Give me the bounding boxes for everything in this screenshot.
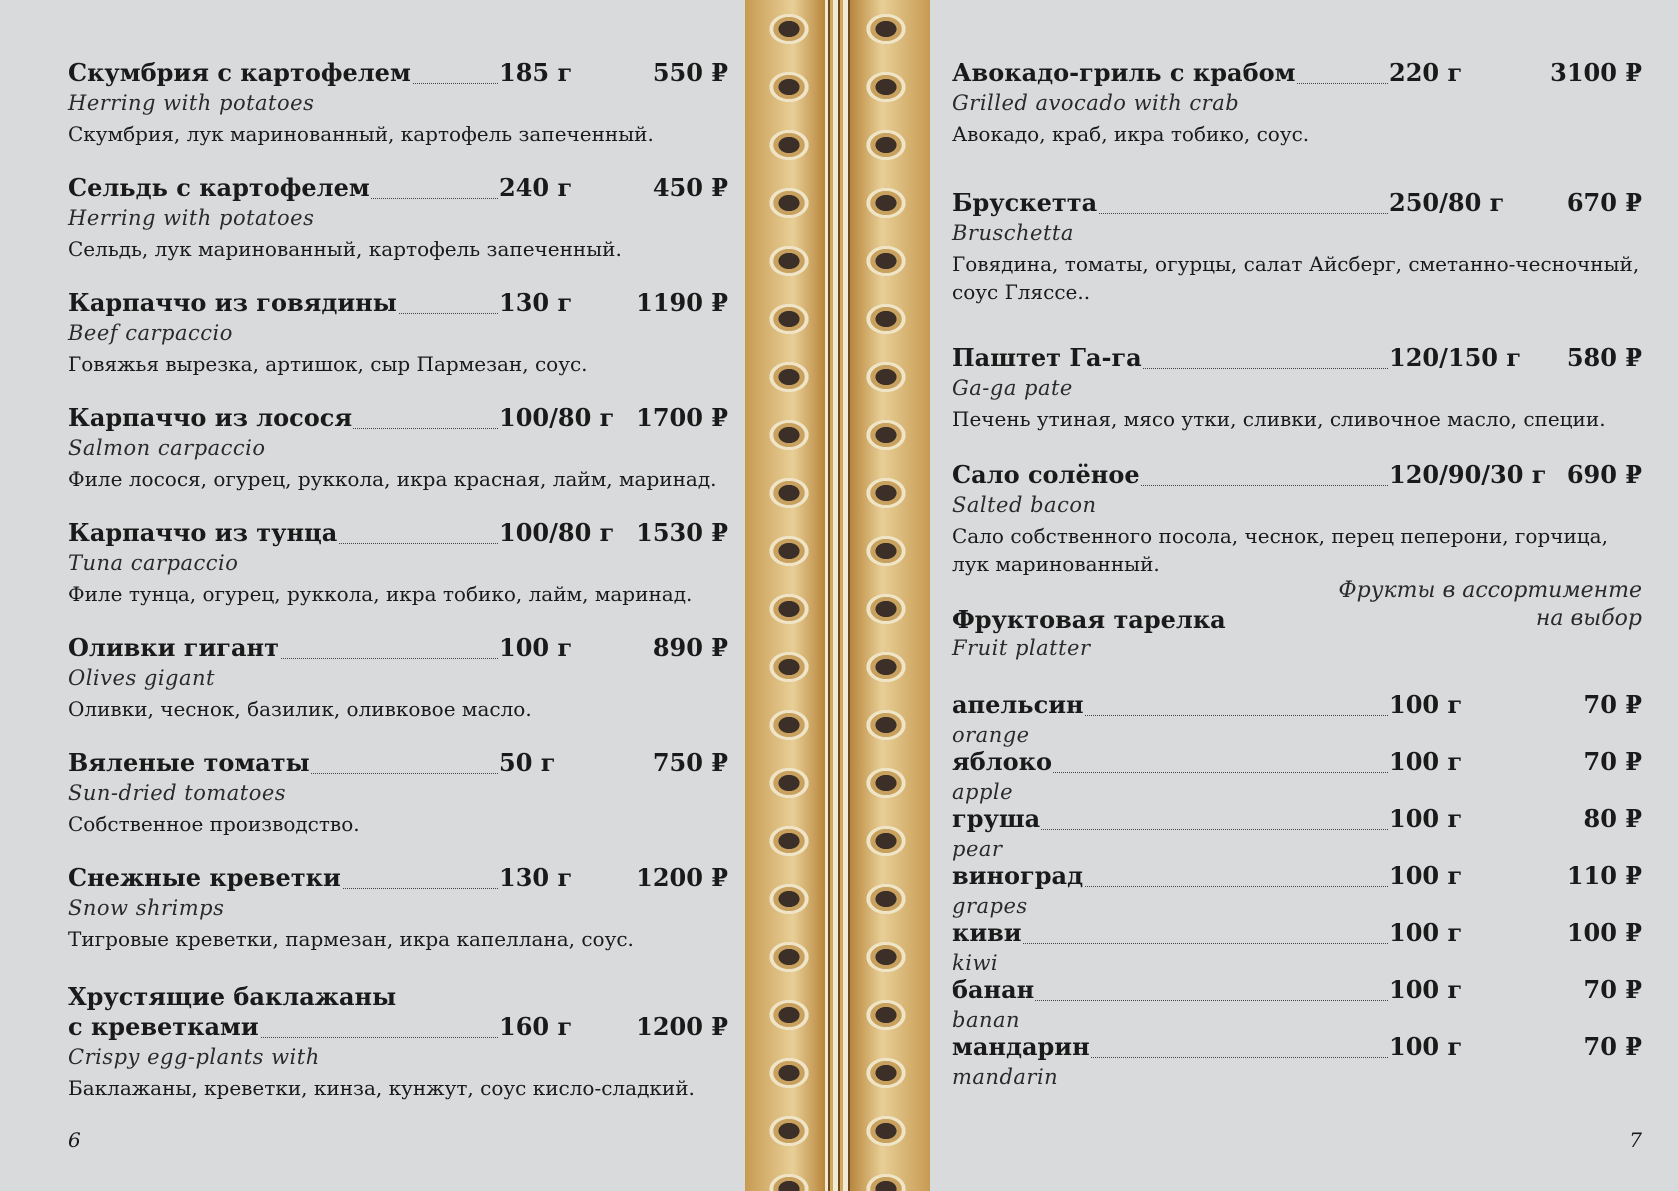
fruit-item [952,804,1642,862]
fruit-weight: 100 г [1389,918,1463,947]
item-weight: 120/90/30 г [1389,460,1547,489]
item-description: Тигровые креветки, пармезан, икра капеллана, соус. [68,927,634,951]
item-description: Авокадо, краб, икра тобико, соус. [952,122,1310,146]
item-price: 1200 ₽ [636,863,728,892]
item-price: 750 ₽ [652,748,728,777]
menu-item [68,288,728,378]
item-name: Карпаччо из лосося [68,403,353,432]
menu-item [68,863,728,953]
item-weight: 240 г [499,173,573,202]
item-weight: 185 г [499,58,573,87]
fruit-name-en: grapes [952,894,1028,918]
menu-item [952,58,1642,148]
fruit-item [952,918,1642,976]
item-name: Вяленые томаты [68,748,310,777]
ornament-band-left [745,0,825,1191]
fruit-price: 70 ₽ [1583,747,1642,776]
fruit-note [1338,577,1642,633]
item-weight: 120/150 г [1389,343,1522,372]
fruit-name-en: apple [952,780,1014,804]
item-name: Сало солёное [952,460,1140,489]
fruit-weight: 100 г [1389,690,1463,719]
item-price: 580 ₽ [1566,343,1642,372]
menu-item [68,748,728,838]
fruit-weight: 100 г [1389,1032,1463,1061]
menu-item [952,188,1642,306]
item-description: Филе лосося, огурец, руккола, икра красная, лайм, маринад. [68,467,717,491]
fruit-price: 110 ₽ [1566,861,1642,890]
item-price: 1200 ₽ [636,1012,728,1041]
item-name-en: Salmon carpaccio [68,436,266,460]
fruit-price: 70 ₽ [1583,975,1642,1004]
item-description: Баклажаны, креветки, кинза, кунжут, соус кисло-сладкий. [68,1076,695,1100]
item-price: 3100 ₽ [1550,58,1642,87]
fruit-item [952,861,1642,919]
item-weight: 100/80 г [499,518,615,547]
fruit-weight: 100 г [1389,747,1463,776]
item-weight: 50 г [499,748,556,777]
item-description: Скумбрия, лук маринованный, картофель запеченный. [68,122,654,146]
fruit-item [952,747,1642,805]
item-price: 450 ₽ [652,173,728,202]
item-description: Говяжья вырезка, артишок, сыр Пармезан, соус. [68,352,588,376]
fruit-name-en: banan [952,1008,1021,1032]
menu-item [952,343,1642,433]
item-description: Сельдь, лук маринованный, картофель запеченный. [68,237,622,261]
item-name: Карпаччо из тунца [68,518,338,547]
item-price: 1190 ₽ [636,288,728,317]
item-name-en: Herring with potatoes [68,91,315,115]
fruit-item [952,975,1642,1033]
item-name: Брускетта [952,188,1098,217]
decorative-ornament-border [745,0,930,1191]
fruit-price: 100 ₽ [1566,918,1642,947]
fruit-weight: 100 г [1389,975,1463,1004]
item-name-en: Crispy egg-plants with [68,1045,320,1069]
fruit-name: киви [952,918,1022,947]
item-name: Авокадо-гриль с крабом [952,58,1296,87]
item-name-en: Sun-dried tomatoes [68,781,287,805]
left-page [0,0,745,1191]
item-price: 890 ₽ [652,633,728,662]
menu-item [68,633,728,723]
item-description: Сало собственного посола, чеснок, перец пеперони, горчица, лук маринованный. [952,524,1608,576]
item-name-en: Herring with potatoes [68,206,315,230]
item-price: 670 ₽ [1566,188,1642,217]
item-price: 1530 ₽ [636,518,728,547]
fruit-weight: 100 г [1389,804,1463,833]
fruit-name: банан [952,975,1035,1004]
item-description: Филе тунца, огурец, руккола, икра тобико, лайм, маринад. [68,582,693,606]
item-name: Скумбрия с картофелем [68,58,411,87]
item-description: Говядина, томаты, огурцы, салат Айсберг, сметанно-чесночный, соус Гляссе.. [952,252,1640,304]
fruit-item [952,690,1642,748]
fruit-weight: 100 г [1389,861,1463,890]
item-name: Снежные креветки [68,863,341,892]
fruit-name: мандарин [952,1032,1090,1061]
fruit-platter-title: Фруктовая тарелка [952,605,1226,634]
ornament-center-stripe [825,0,850,1191]
item-weight: 250/80 г [1389,188,1505,217]
item-name: Хрустящие баклажаны [68,982,397,1011]
menu-item [68,173,728,263]
fruit-note-line: Фрукты в ассортименте [1338,578,1642,603]
item-name: Оливки гигант [68,633,279,662]
item-name: Паштет Га-га [952,343,1142,372]
fruit-name: виноград [952,861,1084,890]
fruit-name-en: orange [952,723,1030,747]
fruit-note-line: на выбор [1535,606,1642,631]
item-name-en: Salted bacon [952,493,1097,517]
fruit-name-en: kiwi [952,951,999,975]
item-name: Сельдь с картофелем [68,173,370,202]
item-weight: 100 г [499,633,573,662]
item-name-en: Grilled avocado with crab [952,91,1240,115]
page-number: 6 [68,1128,81,1152]
ornament-band-right [850,0,930,1191]
page-number: 7 [1629,1128,1642,1152]
item-name-en: Ga-ga pate [952,376,1073,400]
item-weight: 130 г [499,863,573,892]
fruit-price: 70 ₽ [1583,690,1642,719]
item-name: Карпаччо из говядины [68,288,397,317]
menu-item [68,58,728,148]
fruit-name: апельсин [952,690,1084,719]
fruit-price: 80 ₽ [1583,804,1642,833]
item-weight: 100/80 г [499,403,615,432]
item-name-continued: с креветками [68,1012,259,1041]
item-price: 550 ₽ [652,58,728,87]
item-name-en: Beef carpaccio [68,321,233,345]
menu-item [68,403,728,493]
right-page [930,0,1678,1191]
item-name-en: Bruschetta [952,221,1074,245]
fruit-name: груша [952,804,1041,833]
fruit-name: яблоко [952,747,1053,776]
item-name-en: Tuna carpaccio [68,551,239,575]
item-weight: 130 г [499,288,573,317]
menu-item [952,460,1642,578]
fruit-name-en: pear [952,837,1003,861]
fruit-price: 70 ₽ [1583,1032,1642,1061]
item-description: Печень утиная, мясо утки, сливки, сливочное масло, специи. [952,407,1606,431]
fruit-platter-section [952,577,1642,661]
item-weight: 160 г [499,1012,573,1041]
item-name-en: Olives gigant [68,666,215,690]
menu-item [68,518,728,608]
item-description: Собственное производство. [68,812,360,836]
item-price: 1700 ₽ [636,403,728,432]
menu-item [68,982,728,1102]
item-description: Оливки, чеснок, базилик, оливковое масло. [68,697,532,721]
fruit-name-en: mandarin [952,1065,1059,1089]
item-name-en: Snow shrimps [68,896,225,920]
fruit-item [952,1032,1642,1090]
item-price: 690 ₽ [1566,460,1642,489]
fruit-platter-title-en: Fruit platter [952,636,1091,660]
item-weight: 220 г [1389,58,1463,87]
